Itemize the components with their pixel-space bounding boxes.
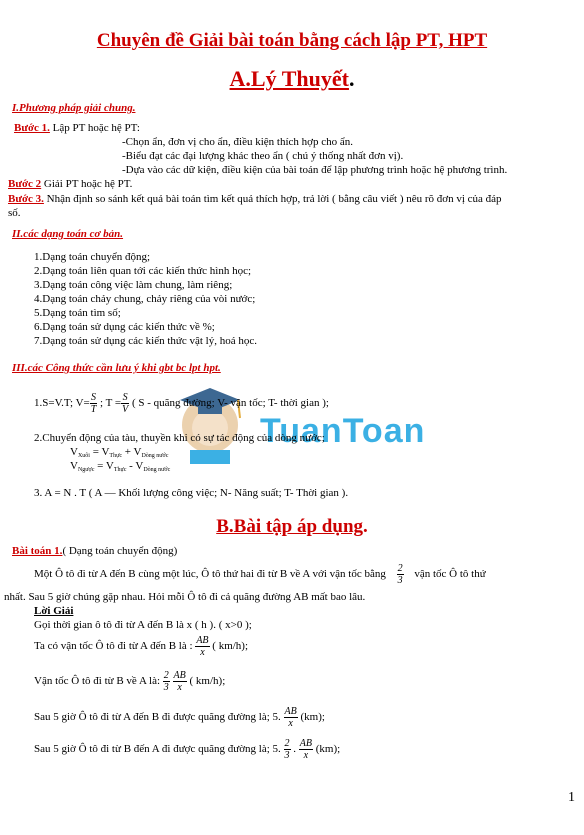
part1-heading: I.Phương pháp giải chung. <box>12 102 136 114</box>
part3-heading: III.các Công thức cần lưu ý khi gbt bc lpt hpt. <box>12 362 221 374</box>
step1-item: -Biểu đạt các đại lượng khác theo ẩn ( chú ý thống nhất đơn vị). <box>122 150 404 162</box>
part2-heading: II.các dạng toán cơ bản. <box>12 228 124 240</box>
eq-sub: Dòng nước <box>143 467 171 473</box>
problem1-header <box>12 545 177 557</box>
section-b-title: B.Bài tập áp dụng <box>216 516 364 537</box>
formula-1-part-b: ; T = <box>97 397 122 410</box>
fraction-numerator: AB <box>299 738 312 749</box>
step1-label: Bước 1. <box>14 122 50 134</box>
page-number: 1 <box>568 790 575 805</box>
fraction-numerator: 2 <box>397 563 403 574</box>
step2-line <box>8 178 132 190</box>
formula-2-eq2 <box>70 460 170 473</box>
solution-line <box>34 670 225 693</box>
fraction <box>195 635 209 658</box>
solution-line <box>34 738 340 761</box>
step1-item: -Chọn ẩn, đơn vị cho ẩn, điều kiện thích hợp cho ẩn. <box>122 136 353 148</box>
step2-label: Bước 2 <box>8 178 42 190</box>
fraction-denominator: x <box>288 718 293 729</box>
eq-v: + V <box>122 446 142 458</box>
solution-line <box>34 706 325 729</box>
fraction <box>397 563 404 586</box>
solution-text: Ta có vận tốc Ô tô đi từ A đến B là : <box>34 640 193 653</box>
list-item: 6.Dạng toán sử dụng các kiến thức về %; <box>34 321 215 333</box>
formula-2-intro: 2.Chuyển động của tàu, thuyền khi có sự tác động của dòng nước; <box>34 432 325 444</box>
solution-text: (km); <box>313 743 341 756</box>
section-a-title: A.Lý Thuyết <box>229 66 349 91</box>
watermark-text: TuanToan <box>260 412 426 450</box>
problem1-statement <box>34 563 486 586</box>
fraction-numerator: 2 <box>284 738 290 749</box>
step3-text-cont: số. <box>8 207 21 219</box>
list-item: 2.Dạng toán liên quan tới các kiến thức hình học; <box>34 265 252 277</box>
eq-sub: Ngược <box>77 467 95 473</box>
problem1-type: ( Dạng toán chuyển động) <box>62 545 178 557</box>
fraction-numerator: AB <box>284 706 297 717</box>
solution-line <box>34 635 248 658</box>
fraction-denominator: 3 <box>284 750 290 761</box>
fraction-denominator: 3 <box>397 575 403 586</box>
eq-v: V <box>70 446 78 458</box>
list-item: 5.Dạng toán tìm số; <box>34 307 121 319</box>
eq-v: - V <box>126 460 144 472</box>
fraction-denominator: x <box>177 682 182 693</box>
statement-text: vận tốc Ô tô thứ <box>411 568 486 581</box>
solution-text: Sau 5 giờ Ô tô đi từ B đến A đi được quãng đường là; 5. <box>34 743 281 756</box>
list-item: 3.Dạng toán công việc làm chung, làm riêng; <box>34 279 233 291</box>
fraction-numerator: S <box>122 392 128 403</box>
solution-label: Lời Giải <box>34 605 74 617</box>
step2-text: Giải PT hoặc hệ PT. <box>41 178 133 190</box>
section-b-heading <box>0 516 584 538</box>
step1-item: -Dựa vào các dữ kiện, điều kiện của bài toán để lập phương trình hoặc hệ phương trình. <box>122 164 508 176</box>
fraction-numerator: AB <box>196 635 209 646</box>
step3-text: Nhận định so sánh kết quả bài toán tìm kết quả thích hợp, trả lời ( bằng câu viết ) nêu rõ đơn vị của đáp <box>43 193 502 205</box>
eq-sub: Xuôi <box>77 453 90 459</box>
eq-v: V <box>70 460 78 472</box>
fraction-denominator: x <box>303 750 309 761</box>
fraction <box>163 670 170 693</box>
problem1-label: Bài toán 1. <box>12 545 63 557</box>
step3-label: Bước 3. <box>8 193 44 205</box>
formula-1 <box>34 392 329 415</box>
problem1-statement-cont: nhất. Sau 5 giờ chúng gặp nhau. Hỏi mỗi Ô tô đi cả quãng đường AB mất bao lâu. <box>4 591 366 603</box>
step3-line <box>8 193 502 205</box>
eq-v: = V <box>89 446 110 458</box>
step1-text: Lập PT hoặc hệ PT: <box>49 122 140 134</box>
fraction-numerator: S <box>91 392 96 403</box>
fraction-denominator: 3 <box>163 682 169 693</box>
eq-sub: Thực <box>109 453 122 459</box>
fraction-denominator: T <box>90 404 97 415</box>
formula-1-part-c: ( S - quãng đường; V- vận tốc; T- thời gian ); <box>129 397 329 410</box>
formula-3: 3. A = N . T ( A — Khối lượng công việc; N- Năng suất; T- Thời gian ). <box>34 487 349 499</box>
fraction <box>299 738 313 761</box>
formula-2-eq1 <box>70 446 168 459</box>
solution-text: Sau 5 giờ Ô tô đi từ A đến B đi được quãng đường là; 5. <box>34 711 281 724</box>
eq-sub: Thực <box>113 467 127 473</box>
fraction-denominator: V <box>122 404 129 415</box>
section-a-dot: . <box>348 66 355 91</box>
step1-line <box>14 122 140 134</box>
fraction-denominator: x <box>200 647 205 658</box>
list-item: 1.Dạng toán chuyển động; <box>34 251 151 263</box>
list-item: 7.Dạng toán sử dụng các kiến thức vật lý, hoá học. <box>34 335 258 347</box>
fraction-numerator: AB <box>173 670 186 681</box>
fraction <box>284 706 298 729</box>
page-title: Chuyên đề Giải bài toán bằng cách lập PT, HPT <box>96 30 488 51</box>
solution-text: Vận tốc Ô tô đi từ B về A là: <box>34 675 161 688</box>
list-item: 4.Dạng toán chảy chung, chảy riêng của vòi nước; <box>34 293 256 305</box>
eq-v: = V <box>94 460 114 472</box>
fraction <box>173 670 187 693</box>
solution-line: Gọi thời gian ô tô đi từ A đến B là x ( h ). ( x>0 ); <box>34 619 252 631</box>
fraction-numerator: 2 <box>163 670 169 681</box>
fraction <box>284 738 291 761</box>
watermark-logo <box>160 370 426 470</box>
statement-text: Một Ô tô đi từ A đến B cùng một lúc, Ô tô thứ hai đi từ B về A với vận tốc bằng <box>34 568 386 581</box>
formula-1-part-a: 1.S=V.T; V= <box>34 397 90 410</box>
solution-text: ( km/h); <box>186 675 226 688</box>
solution-text: (km); <box>297 711 325 724</box>
section-a-heading <box>0 66 584 92</box>
solution-text: . <box>290 743 299 756</box>
section-b-dot: . <box>363 516 368 537</box>
graduate-icon <box>160 370 260 470</box>
solution-text: ( km/h); <box>209 640 249 653</box>
eq-sub: Dòng nước <box>141 453 169 459</box>
